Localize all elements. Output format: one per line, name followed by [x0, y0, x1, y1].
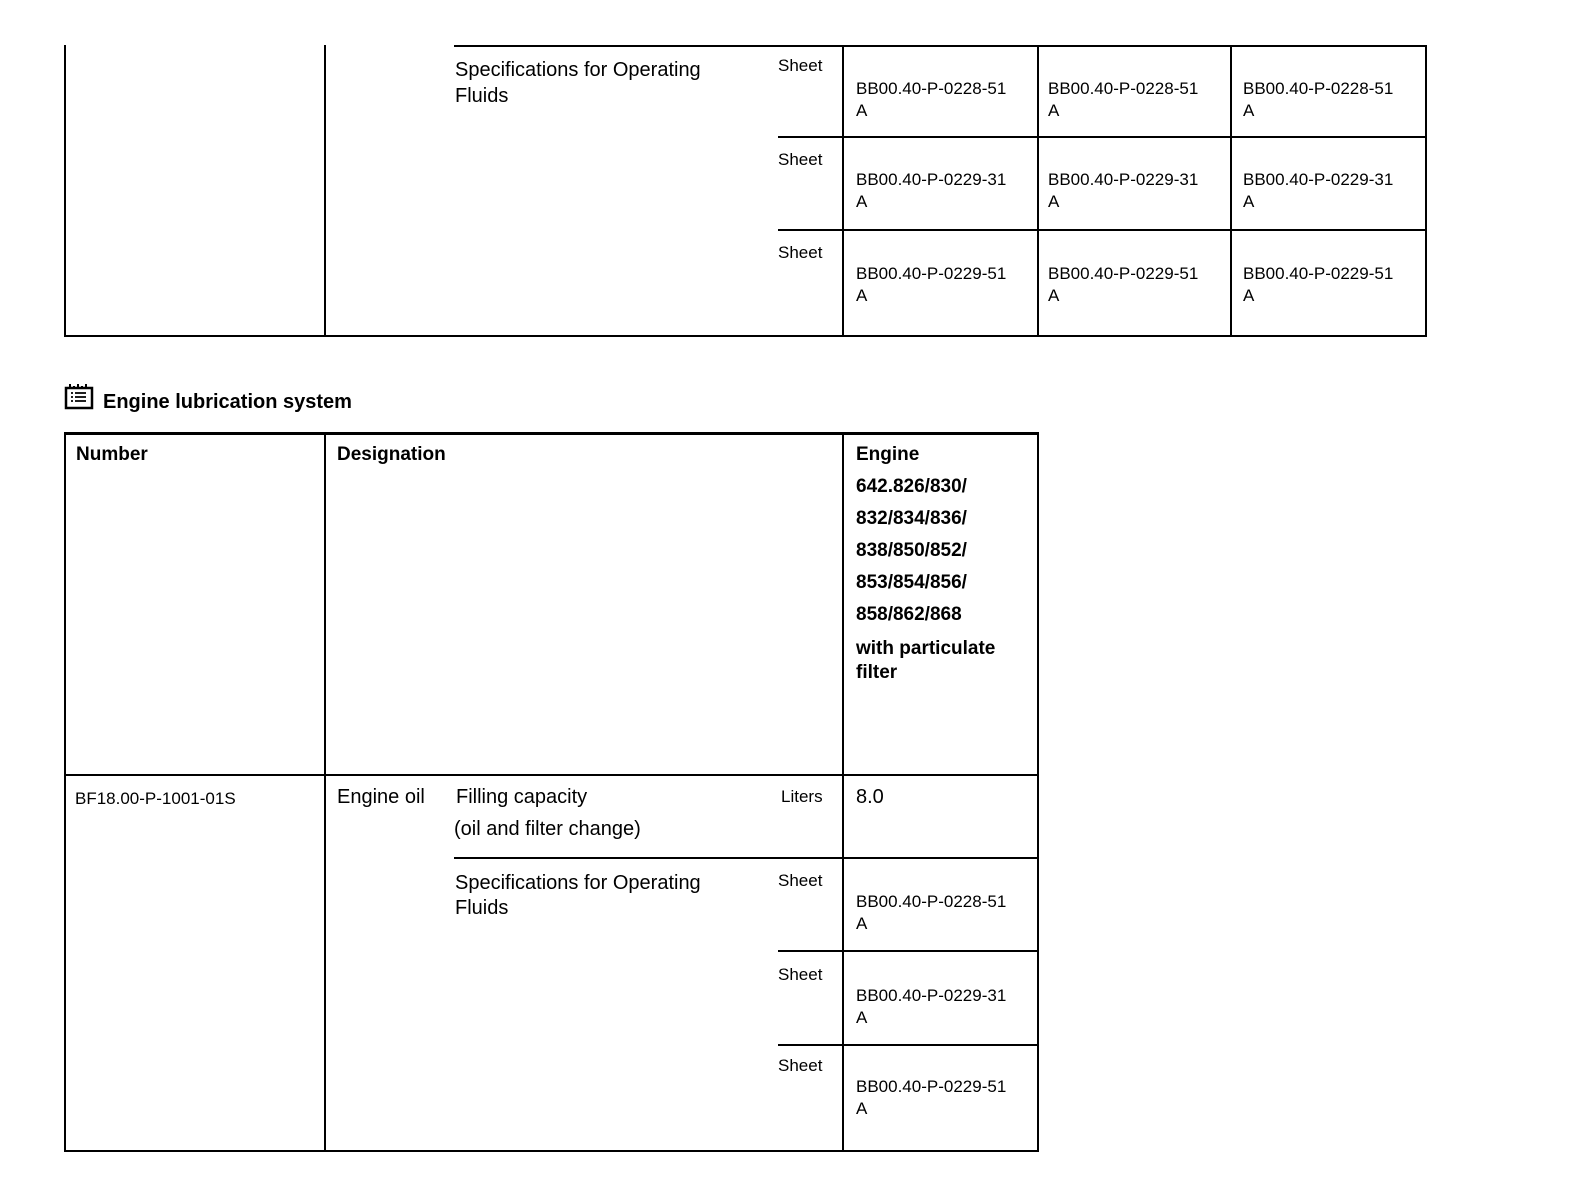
reference-value: BB00.40-P-0229-51 A — [1243, 264, 1394, 305]
table-border — [64, 335, 1427, 337]
capacity-label: Filling capacity — [456, 786, 588, 808]
unit-label: Sheet — [778, 1056, 823, 1075]
reference-value: BB00.40-P-0229-31 A — [1048, 170, 1199, 211]
table-border — [324, 45, 326, 337]
reference-value: BB00.40-P-0229-51 A — [1048, 264, 1199, 305]
table-border — [778, 1044, 1039, 1046]
reference-value: BB00.40-P-0229-31 A — [856, 170, 1007, 211]
engine-note: with particulate filter — [856, 638, 996, 683]
capacity-sub: (oil and filter change) — [454, 818, 641, 840]
capacity-value: 8.0 — [856, 786, 884, 808]
table-border — [454, 857, 1039, 859]
unit-label: Sheet — [778, 150, 823, 169]
unit-label: Sheet — [778, 56, 823, 75]
reference-value: BB00.40-P-0229-51 A — [856, 1077, 1007, 1118]
spec-label: Specifications for Operating Fluids — [455, 872, 701, 919]
reference-value: BB00.40-P-0229-51 A — [856, 264, 1007, 305]
table-border — [1425, 45, 1427, 337]
table-border — [454, 45, 1427, 47]
row-group: Engine oil — [337, 786, 425, 808]
capacity-unit: Liters — [781, 787, 823, 806]
column-header-designation: Designation — [337, 444, 446, 465]
reference-value: BB00.40-P-0228-51 A — [1243, 79, 1394, 120]
reference-value: BB00.40-P-0228-51 A — [856, 892, 1007, 933]
reference-value: BB00.40-P-0228-51 A — [856, 79, 1007, 120]
reference-value: BB00.40-P-0228-51 A — [1048, 79, 1199, 120]
column-header-engine: Engine — [856, 444, 920, 465]
table-border — [64, 432, 66, 1152]
table-border — [64, 1150, 1039, 1152]
section-title: Engine lubrication system — [103, 391, 352, 413]
engine-models: 642.826/830/ 832/834/836/ 838/850/852/ 853/854/856/ 858/862/868 — [856, 476, 967, 625]
table-border — [64, 45, 66, 337]
designation-text: Specifications for Operating Fluids — [455, 59, 701, 107]
unit-label: Sheet — [778, 871, 823, 890]
reference-value: BB00.40-P-0229-31 A — [1243, 170, 1394, 211]
table-border — [324, 432, 326, 1152]
column-header-number: Number — [76, 444, 148, 465]
unit-label: Sheet — [778, 243, 823, 262]
document-list-icon — [64, 382, 94, 415]
table-border — [64, 774, 1039, 776]
unit-label: Sheet — [778, 965, 823, 984]
row-number: BF18.00-P-1001-01S — [75, 789, 236, 808]
reference-value: BB00.40-P-0229-31 A — [856, 986, 1007, 1027]
table-border — [778, 229, 1427, 231]
table-border — [64, 432, 1039, 435]
table-border — [778, 136, 1427, 138]
table-border — [842, 45, 844, 337]
table-border — [778, 950, 1039, 952]
table-border — [1037, 45, 1039, 337]
table-border — [1230, 45, 1232, 337]
